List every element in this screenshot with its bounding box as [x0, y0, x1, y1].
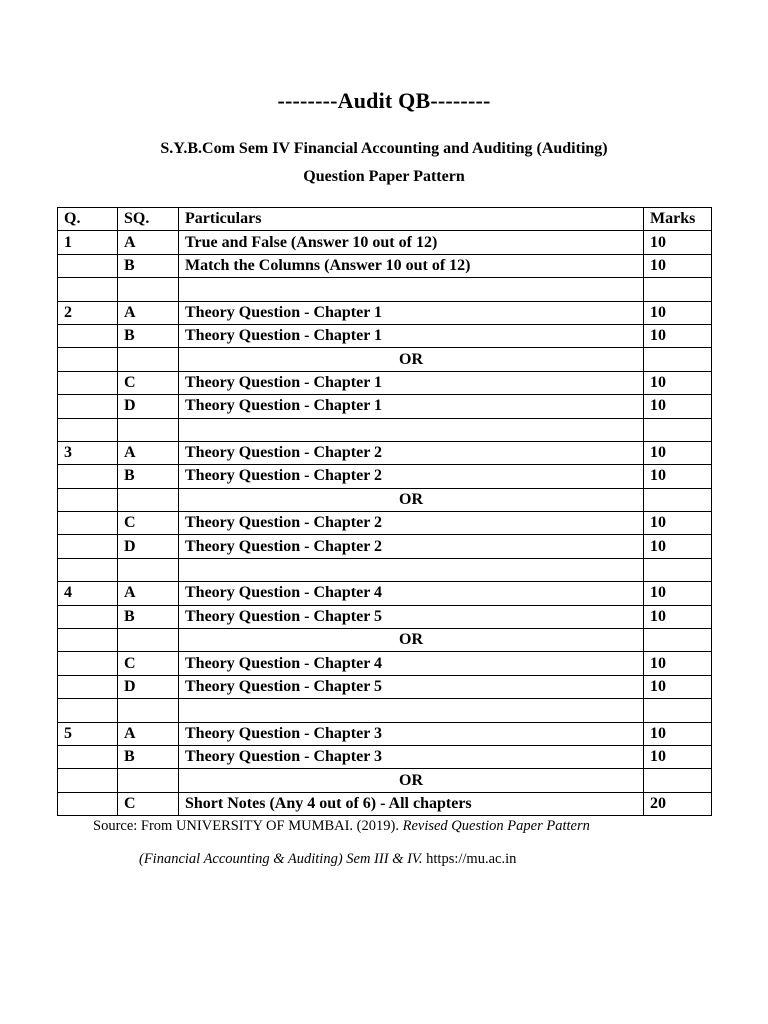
cell-q: [58, 465, 118, 488]
table-row: [58, 535, 712, 558]
table-row: [58, 699, 712, 722]
table-row: [58, 652, 712, 675]
cell-marks: [644, 558, 712, 581]
cell-sq: [118, 348, 179, 371]
cell-sq: A: [118, 722, 179, 745]
cell-particulars: OR: [179, 769, 644, 792]
cell-particulars: Theory Question - Chapter 1: [179, 371, 644, 394]
cell-sq: [118, 488, 179, 511]
cell-q: [58, 652, 118, 675]
cell-q: [58, 535, 118, 558]
header-sq: SQ.: [118, 208, 179, 231]
cell-sq: C: [118, 371, 179, 394]
cell-q: [58, 348, 118, 371]
cell-q: [58, 769, 118, 792]
cell-sq: B: [118, 324, 179, 347]
cell-marks: [644, 488, 712, 511]
cell-sq: [118, 278, 179, 301]
table-row: [58, 418, 712, 441]
cell-marks: 10: [644, 722, 712, 745]
course-subtitle: S.Y.B.Com Sem IV Financial Accounting and Auditing (Auditing): [160, 140, 608, 157]
cell-marks: 10: [644, 301, 712, 324]
cell-marks: 10: [644, 512, 712, 535]
cell-marks: 10: [644, 254, 712, 277]
table-row: [58, 629, 712, 652]
table-row: [58, 488, 712, 511]
cell-sq: [118, 418, 179, 441]
table-row: [58, 769, 712, 792]
cell-marks: 10: [644, 535, 712, 558]
cell-particulars: Theory Question - Chapter 1: [179, 301, 644, 324]
cell-q: [58, 605, 118, 628]
cell-marks: [644, 278, 712, 301]
cell-marks: 10: [644, 371, 712, 394]
cell-q: 4: [58, 582, 118, 605]
cell-q: [58, 395, 118, 418]
cell-q: [58, 629, 118, 652]
table-row: [58, 722, 712, 745]
cell-particulars: Theory Question - Chapter 1: [179, 324, 644, 347]
cell-particulars: OR: [179, 348, 644, 371]
cell-particulars: [179, 418, 644, 441]
cell-sq: B: [118, 465, 179, 488]
source-url: https://mu.ac.in: [422, 851, 517, 867]
table-row: [58, 582, 712, 605]
table-row: [58, 441, 712, 464]
cell-particulars: Theory Question - Chapter 1: [179, 395, 644, 418]
header-q: Q.: [58, 208, 118, 231]
cell-q: [58, 488, 118, 511]
cell-sq: [118, 769, 179, 792]
table-row: [58, 512, 712, 535]
cell-particulars: True and False (Answer 10 out of 12): [179, 231, 644, 254]
cell-sq: B: [118, 605, 179, 628]
source-prefix: Source: From UNIVERSITY OF MUMBAI. (2019).: [93, 818, 403, 834]
table-row: [58, 745, 712, 768]
cell-marks: 10: [644, 395, 712, 418]
table-row: [58, 231, 712, 254]
cell-particulars: Theory Question - Chapter 3: [179, 745, 644, 768]
cell-marks: 10: [644, 745, 712, 768]
pattern-heading: Question Paper Pattern: [303, 168, 465, 185]
cell-marks: 10: [644, 582, 712, 605]
cell-q: [58, 675, 118, 698]
cell-particulars: Theory Question - Chapter 4: [179, 652, 644, 675]
cell-q: 5: [58, 722, 118, 745]
source-title-part-2: (Financial Accounting & Auditing) Sem III & IV.: [139, 851, 423, 867]
cell-particulars: Theory Question - Chapter 2: [179, 465, 644, 488]
cell-q: [58, 745, 118, 768]
cell-particulars: Theory Question - Chapter 2: [179, 441, 644, 464]
table-row: [58, 348, 712, 371]
cell-sq: D: [118, 535, 179, 558]
question-pattern-table: [57, 207, 712, 816]
table-row: [58, 558, 712, 581]
cell-q: [58, 371, 118, 394]
cell-q: [58, 278, 118, 301]
source-title-part-1: Revised Question Paper Pattern: [402, 818, 590, 834]
cell-q: [58, 512, 118, 535]
cell-sq: A: [118, 231, 179, 254]
cell-sq: [118, 558, 179, 581]
cell-marks: 10: [644, 465, 712, 488]
cell-q: 1: [58, 231, 118, 254]
table-row: [58, 465, 712, 488]
cell-q: [58, 558, 118, 581]
header-particulars: Particulars: [179, 208, 644, 231]
cell-particulars: OR: [179, 629, 644, 652]
table-row: [58, 324, 712, 347]
cell-q: [58, 418, 118, 441]
cell-sq: [118, 699, 179, 722]
cell-q: 3: [58, 441, 118, 464]
table-row: [58, 675, 712, 698]
cell-marks: 10: [644, 231, 712, 254]
cell-particulars: Theory Question - Chapter 2: [179, 512, 644, 535]
cell-particulars: Theory Question - Chapter 5: [179, 675, 644, 698]
cell-marks: [644, 769, 712, 792]
cell-sq: [118, 629, 179, 652]
table-row: [58, 301, 712, 324]
cell-marks: 10: [644, 605, 712, 628]
cell-sq: C: [118, 652, 179, 675]
cell-sq: A: [118, 582, 179, 605]
cell-sq: A: [118, 441, 179, 464]
cell-particulars: Theory Question - Chapter 5: [179, 605, 644, 628]
cell-marks: 10: [644, 652, 712, 675]
source-citation-line-2: [139, 851, 516, 868]
document-title: --------Audit QB--------: [277, 88, 491, 113]
cell-marks: [644, 699, 712, 722]
cell-q: [58, 792, 118, 815]
source-citation-line-1: [93, 818, 590, 835]
header-marks: Marks: [644, 208, 712, 231]
cell-particulars: Theory Question - Chapter 2: [179, 535, 644, 558]
cell-particulars: Match the Columns (Answer 10 out of 12): [179, 254, 644, 277]
cell-sq: C: [118, 512, 179, 535]
cell-marks: 10: [644, 441, 712, 464]
cell-marks: [644, 418, 712, 441]
cell-sq: B: [118, 745, 179, 768]
cell-q: 2: [58, 301, 118, 324]
cell-marks: 10: [644, 675, 712, 698]
cell-sq: D: [118, 395, 179, 418]
cell-particulars: [179, 699, 644, 722]
table-row: [58, 605, 712, 628]
cell-sq: D: [118, 675, 179, 698]
cell-particulars: [179, 278, 644, 301]
cell-particulars: Short Notes (Any 4 out of 6) - All chapters: [179, 792, 644, 815]
table-row: [58, 371, 712, 394]
table-row: [58, 254, 712, 277]
table-row: [58, 278, 712, 301]
cell-marks: [644, 629, 712, 652]
cell-sq: C: [118, 792, 179, 815]
cell-marks: [644, 348, 712, 371]
cell-particulars: [179, 558, 644, 581]
cell-q: [58, 254, 118, 277]
cell-marks: 10: [644, 324, 712, 347]
cell-q: [58, 699, 118, 722]
cell-sq: A: [118, 301, 179, 324]
cell-sq: B: [118, 254, 179, 277]
cell-particulars: Theory Question - Chapter 3: [179, 722, 644, 745]
cell-particulars: Theory Question - Chapter 4: [179, 582, 644, 605]
cell-q: [58, 324, 118, 347]
table-header-row: [58, 208, 712, 231]
cell-particulars: OR: [179, 488, 644, 511]
cell-marks: 20: [644, 792, 712, 815]
table-row: [58, 395, 712, 418]
table-row: [58, 792, 712, 815]
